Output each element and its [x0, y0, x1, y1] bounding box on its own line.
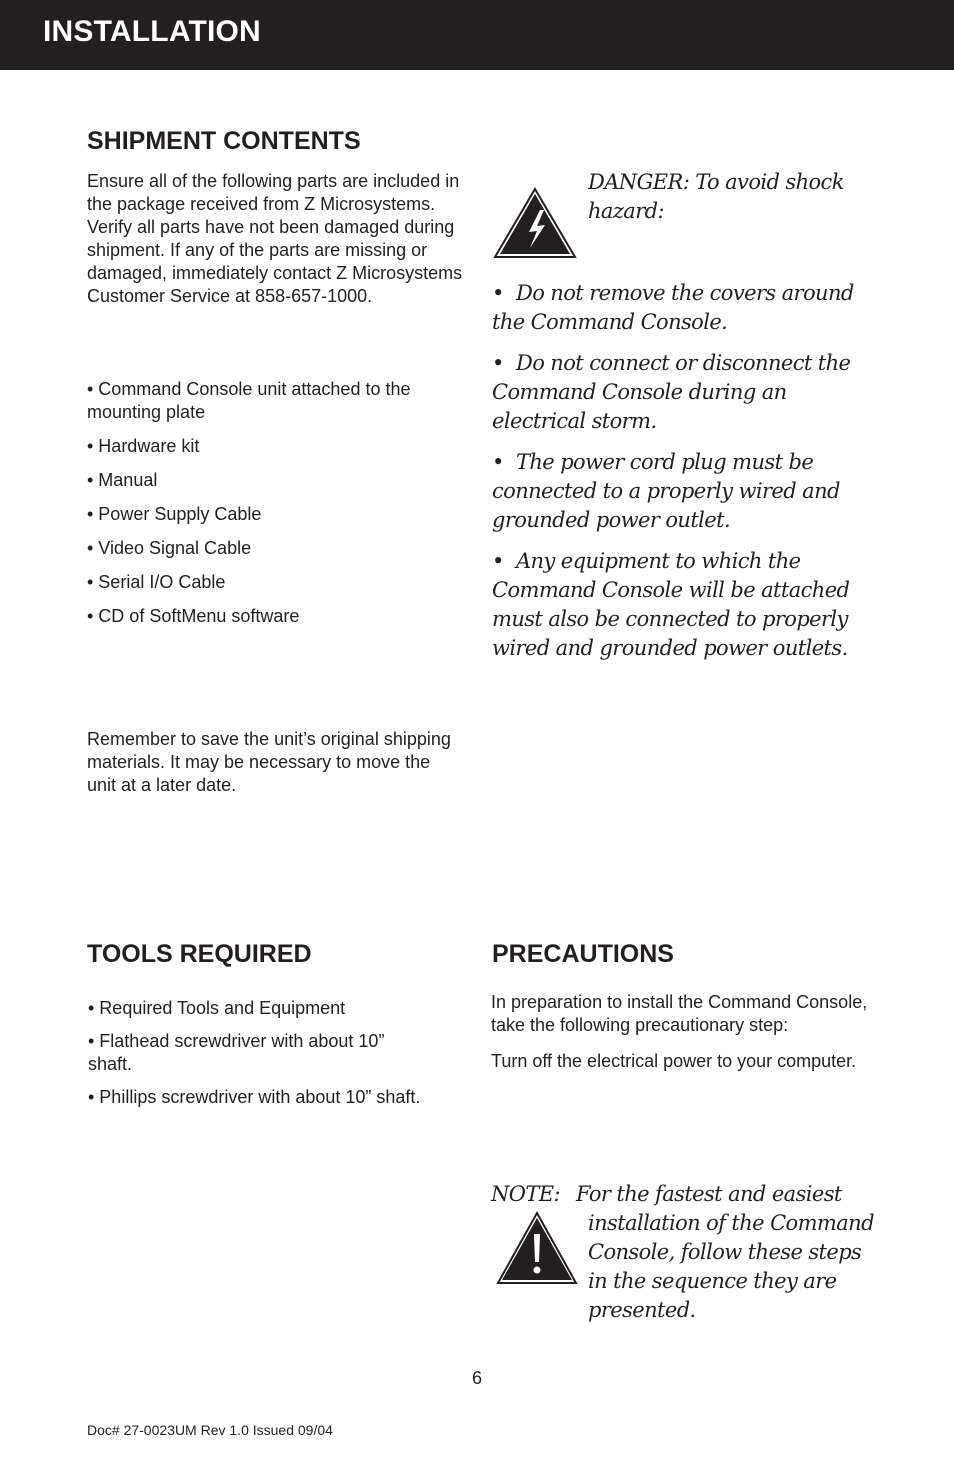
list-item: • Power Supply Cable [87, 504, 262, 524]
note-text: For the fastest and easiest installation of the Command Console, follow these steps in the sequence they are presented. [576, 1182, 874, 1322]
section-title: INSTALLATION [43, 15, 261, 48]
shipment-list [87, 378, 457, 628]
header-bar [0, 0, 954, 70]
tools-required-heading: TOOLS REQUIRED [87, 940, 312, 968]
list-item: • Video Signal Cable [87, 538, 252, 558]
list-item: • Phillips screwdriver with about 10” shaft. [88, 1087, 421, 1107]
document-number: Doc# 27-0023UM Rev 1.0 Issued 09/04 [87, 1422, 333, 1438]
shipping-materials-reminder: Remember to save the unit’s original shipping materials. It may be necessary to move the unit at a later date. [87, 729, 451, 795]
list-item: • Required Tools and Equipment [88, 998, 346, 1018]
precautions-paragraph: In preparation to install the Command Console, take the following precautionary step: [491, 992, 868, 1035]
list-item: • Hardware kit [87, 436, 200, 456]
high-voltage-warning-icon [492, 186, 578, 260]
tools-list [88, 997, 433, 1109]
list-item: • Command Console unit attached to the mounting plate [87, 379, 411, 422]
list-item: • Do not remove the covers around the Command Console. [492, 281, 854, 334]
list-item: • Serial I/O Cable [87, 572, 226, 592]
page-number: 6 [471, 1368, 482, 1388]
list-item: • The power cord plug must be connected to a properly wired and grounded power outlet. [492, 450, 840, 532]
list-item: • Manual [87, 470, 158, 490]
exclamation-warning-icon [495, 1210, 579, 1286]
precautions-heading: PRECAUTIONS [492, 940, 674, 968]
precautions-paragraph: Turn off the electrical power to your computer. [491, 1051, 857, 1071]
list-item: • CD of SoftMenu software [87, 606, 300, 626]
note-label: NOTE: [491, 1182, 561, 1206]
list-item: • Any equipment to which the Command Console will be attached must also be connected to properly wired and grounded power outlets. [492, 549, 850, 660]
danger-title: DANGER: To avoid shock hazard: [588, 170, 844, 223]
list-item: • Do not connect or disconnect the Command Console during an electrical storm. [492, 351, 851, 433]
list-item: • Flathead screwdriver with about 10” shaft. [88, 1031, 385, 1074]
danger-list [492, 279, 877, 663]
shipment-intro: Ensure all of the following parts are included in the package received from Z Microsystems. Verify all parts have not been damaged during shipment. If any of the parts are missing or damaged, immediately contact Z Microsystems Customer Service at 858-657-1000. [87, 171, 463, 306]
shipment-contents-heading: SHIPMENT CONTENTS [87, 127, 361, 155]
